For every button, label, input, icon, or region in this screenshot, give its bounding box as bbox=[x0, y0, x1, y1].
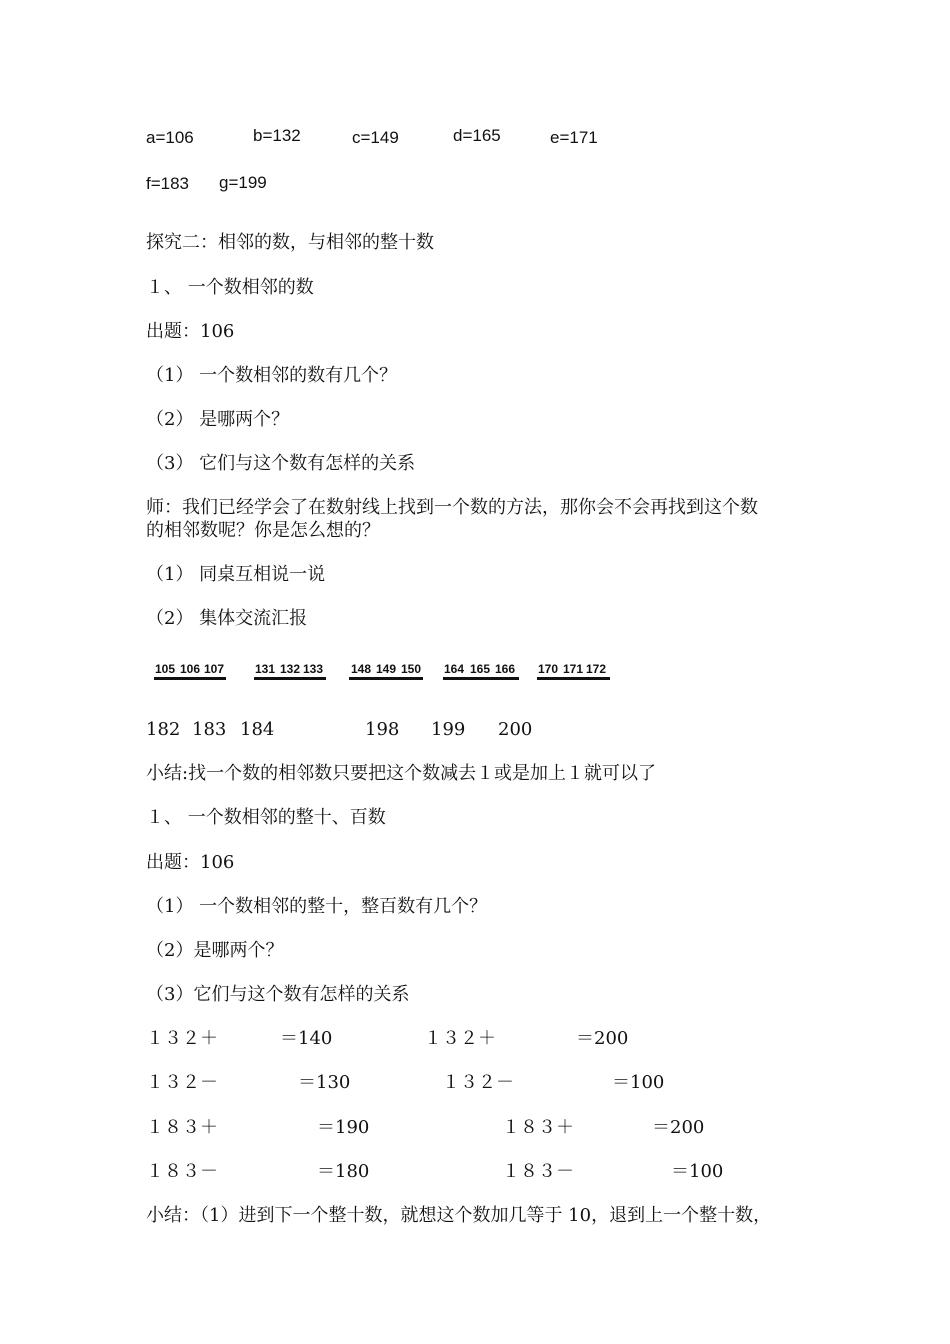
equation-right-result: ＝100 bbox=[612, 1072, 665, 1093]
part1-question-1: （1） 一个数相邻的数有几个？ bbox=[146, 365, 398, 386]
equation-left-result: ＝190 bbox=[317, 1117, 370, 1138]
part1-problem: 出题：106 bbox=[146, 321, 235, 342]
number-line-left-tick: 170 bbox=[538, 662, 559, 676]
equation-left-expr: １３２－ bbox=[146, 1072, 218, 1093]
number-line-3 bbox=[349, 662, 423, 680]
equation-right-result: ＝200 bbox=[576, 1028, 629, 1049]
number-line-4 bbox=[443, 662, 519, 680]
variable-a: a=106 bbox=[146, 128, 194, 147]
neighbor-number: 183 bbox=[192, 719, 227, 740]
equation-right-result: ＝100 bbox=[671, 1161, 724, 1182]
equation-left-result: ＝180 bbox=[317, 1161, 370, 1182]
number-line-right-tick: 172 bbox=[586, 662, 607, 676]
equation-left-result: ＝140 bbox=[280, 1028, 333, 1049]
number-line-mid-tick: 106 bbox=[180, 662, 201, 676]
number-line-1 bbox=[154, 662, 226, 680]
part1-question-2: （2） 是哪两个？ bbox=[146, 409, 290, 430]
teacher-line-1: 师：我们已经学会了在数射线上找到一个数的方法，那你会不会再找到这个数 bbox=[146, 497, 758, 518]
equation-left-expr: １３２＋ bbox=[146, 1028, 218, 1049]
equation-left-result: ＝130 bbox=[298, 1072, 351, 1093]
number-line-left-tick: 148 bbox=[351, 662, 372, 676]
variable-f: f=183 bbox=[146, 174, 190, 193]
summary-1: 小结:找一个数的相邻数只要把这个数减去１或是加上１就可以了 bbox=[146, 763, 657, 784]
part1-question-3: （3） 它们与这个数有怎样的关系 bbox=[146, 453, 416, 474]
neighbor-number: 182 bbox=[146, 719, 181, 740]
part2-question-2: （2）是哪两个？ bbox=[146, 940, 284, 961]
number-line-left-tick: 131 bbox=[255, 662, 276, 676]
part2-problem: 出题：106 bbox=[146, 852, 235, 873]
neighbor-number: 198 bbox=[365, 719, 400, 740]
number-line-left-tick: 105 bbox=[155, 662, 176, 676]
neighbor-number: 199 bbox=[431, 719, 466, 740]
equation-right-expr: １８３＋ bbox=[502, 1117, 574, 1138]
summary-2: 小结：（1）进到下一个整十数，就想这个数加几等于 10，退到上一个整十数， bbox=[146, 1205, 772, 1226]
variable-e: e=171 bbox=[550, 128, 598, 147]
number-line-right-tick: 150 bbox=[401, 662, 422, 676]
variable-c: c=149 bbox=[352, 128, 399, 147]
number-line-right-tick: 107 bbox=[204, 662, 225, 676]
variable-g: g=199 bbox=[219, 173, 267, 192]
part2-question-1: （1） 一个数相邻的整十，整百数有几个？ bbox=[146, 896, 488, 917]
section-title: 探究二：相邻的数，与相邻的整十数 bbox=[146, 232, 434, 253]
part1-heading: １、 一个数相邻的数 bbox=[146, 277, 314, 298]
equation-right-result: ＝200 bbox=[652, 1117, 705, 1138]
number-line-mid-tick: 149 bbox=[376, 662, 397, 676]
part2-question-3: （3）它们与这个数有怎样的关系 bbox=[146, 984, 410, 1005]
number-line-mid-tick: 171 bbox=[563, 662, 584, 676]
teacher-line-2: 的相邻数呢？你是怎么想的？ bbox=[146, 520, 380, 541]
activity-1: （1） 同桌互相说一说 bbox=[146, 564, 326, 585]
number-line-5 bbox=[537, 662, 610, 680]
variable-b: b=132 bbox=[253, 126, 301, 145]
equation-right-expr: １３２－ bbox=[442, 1072, 514, 1093]
activity-2: （2） 集体交流汇报 bbox=[146, 608, 308, 629]
number-line-right-tick: 133 bbox=[303, 662, 324, 676]
number-line-left-tick: 164 bbox=[444, 662, 465, 676]
equation-left-expr: １８３＋ bbox=[146, 1117, 218, 1138]
neighbor-number: 184 bbox=[240, 719, 275, 740]
number-line-2 bbox=[254, 662, 326, 680]
number-line-mid-tick: 132 bbox=[280, 662, 301, 676]
equation-right-expr: １３２＋ bbox=[424, 1028, 496, 1049]
number-line-right-tick: 166 bbox=[495, 662, 516, 676]
number-line-mid-tick: 165 bbox=[470, 662, 491, 676]
neighbor-number: 200 bbox=[498, 719, 533, 740]
equation-right-expr: １８３－ bbox=[502, 1161, 574, 1182]
equation-left-expr: １８３－ bbox=[146, 1161, 218, 1182]
variable-d: d=165 bbox=[453, 126, 501, 145]
part2-heading: １、 一个数相邻的整十、百数 bbox=[146, 807, 386, 828]
